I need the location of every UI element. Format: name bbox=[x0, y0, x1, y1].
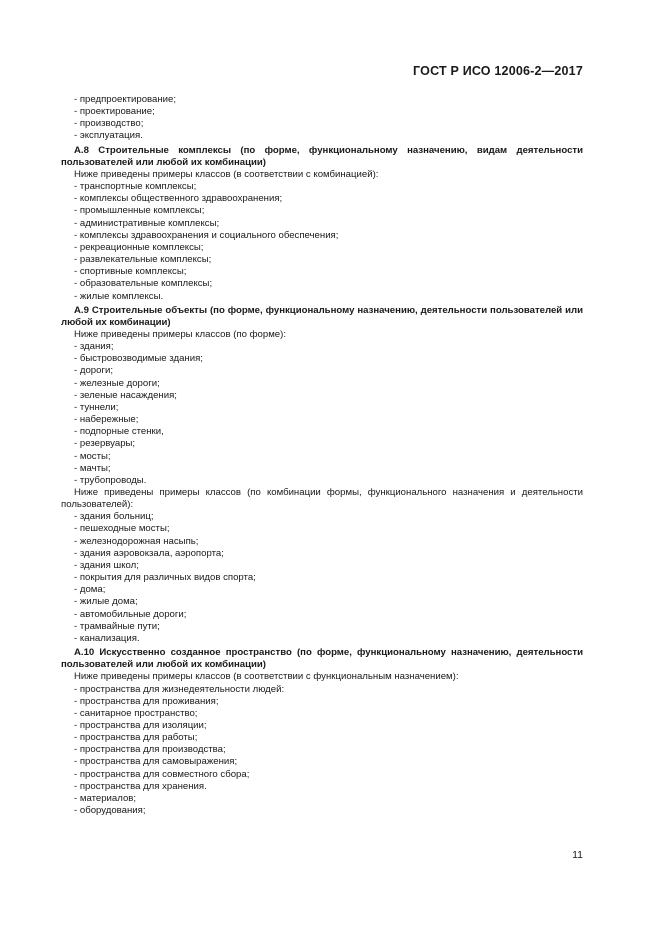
list-item: - пешеходные мосты; bbox=[74, 523, 170, 535]
list-item: - покрытия для различных видов спорта; bbox=[74, 572, 256, 584]
list-item: - спортивные комплексы; bbox=[74, 266, 187, 278]
list-item: - оборудования; bbox=[74, 805, 146, 817]
list-item: - пространства для производства; bbox=[74, 744, 226, 756]
section-heading: А.8 Строительные комплексы (по форме, функциональному назначению, видам деятельности пользователей или любой их комбинации) bbox=[61, 144, 583, 168]
list-item: - комплексы общественного здравоохранения; bbox=[74, 193, 283, 205]
list-item: - здания больниц; bbox=[74, 511, 154, 523]
list-item: - производство; bbox=[74, 118, 144, 130]
list-item: - пространства для хранения. bbox=[74, 780, 207, 792]
list-item: - автомобильные дороги; bbox=[74, 608, 187, 620]
section-heading: А.10 Искусственно созданное пространство (по форме, функциональному назначению, деятельности пользователей или любой их комбинации) bbox=[61, 647, 583, 671]
list-item: - подпорные стенки, bbox=[74, 426, 164, 438]
list-item: - здания школ; bbox=[74, 559, 139, 571]
list-item: - зеленые насаждения; bbox=[74, 389, 177, 401]
list-item: - развлекательные комплексы; bbox=[74, 254, 212, 266]
paragraph: Ниже приведены примеры классов (в соответствии с комбинацией): bbox=[74, 168, 379, 180]
list-item: - комплексы здравоохранения и социального обеспечения; bbox=[74, 229, 339, 241]
page-body bbox=[61, 94, 583, 817]
list-item: - набережные; bbox=[74, 414, 139, 426]
list-item: - быстровозводимые здания; bbox=[74, 353, 203, 365]
list-item: - жилые комплексы. bbox=[74, 290, 164, 302]
list-item: - железнодорожная насыпь; bbox=[74, 535, 199, 547]
list-item: - пространства для работы; bbox=[74, 732, 198, 744]
list-item: - промышленные комплексы; bbox=[74, 205, 205, 217]
list-item: - дома; bbox=[74, 584, 106, 596]
list-item: - резервуары; bbox=[74, 438, 136, 450]
list-item: - дороги; bbox=[74, 365, 113, 377]
list-item: - трамвайные пути; bbox=[74, 620, 160, 632]
list-item: - эксплуатация. bbox=[74, 130, 143, 142]
list-item: - образовательные комплексы; bbox=[74, 278, 213, 290]
list-item: - канализация. bbox=[74, 632, 140, 644]
list-item: - пространства для самовыражения; bbox=[74, 756, 238, 768]
list-item: - административные комплексы; bbox=[74, 217, 220, 229]
list-item: - пространства для проживания; bbox=[74, 695, 219, 707]
list-item: - санитарное пространство; bbox=[74, 707, 198, 719]
list-item: - мосты; bbox=[74, 450, 111, 462]
paragraph: Ниже приведены примеры классов (в соответствии с функциональным назначением): bbox=[74, 671, 459, 683]
section-heading: А.9 Строительные объекты (по форме, функциональному назначению, деятельности пользователей или любой их комбинации) bbox=[61, 304, 583, 328]
list-item: - пространства для жизнедеятельности людей: bbox=[74, 683, 285, 695]
list-item: - трубопроводы. bbox=[74, 474, 147, 486]
list-item: - здания; bbox=[74, 341, 114, 353]
list-item: - транспортные комплексы; bbox=[74, 181, 197, 193]
list-item: - рекреационные комплексы; bbox=[74, 241, 204, 253]
list-item: - материалов; bbox=[74, 792, 137, 804]
paragraph: Ниже приведены примеры классов (по форме): bbox=[74, 328, 287, 340]
list-item: - туннели; bbox=[74, 401, 119, 413]
list-item: - мачты; bbox=[74, 462, 111, 474]
document-header: ГОСТ Р ИСО 12006-2—2017 bbox=[413, 64, 583, 78]
list-item: - пространства для изоляции; bbox=[74, 719, 207, 731]
list-item: - предпроектирование; bbox=[74, 94, 177, 105]
list-item: - железные дороги; bbox=[74, 377, 160, 389]
list-item: - жилые дома; bbox=[74, 596, 138, 608]
list-item: - проектирование; bbox=[74, 106, 155, 118]
paragraph: Ниже приведены примеры классов (по комбинации формы, функционального назначения и деятельности пользователей): bbox=[61, 487, 583, 511]
list-item: - здания аэровокзала, аэропорта; bbox=[74, 547, 224, 559]
page-number: 11 bbox=[572, 849, 583, 861]
list-item: - пространства для совместного сбора; bbox=[74, 768, 250, 780]
